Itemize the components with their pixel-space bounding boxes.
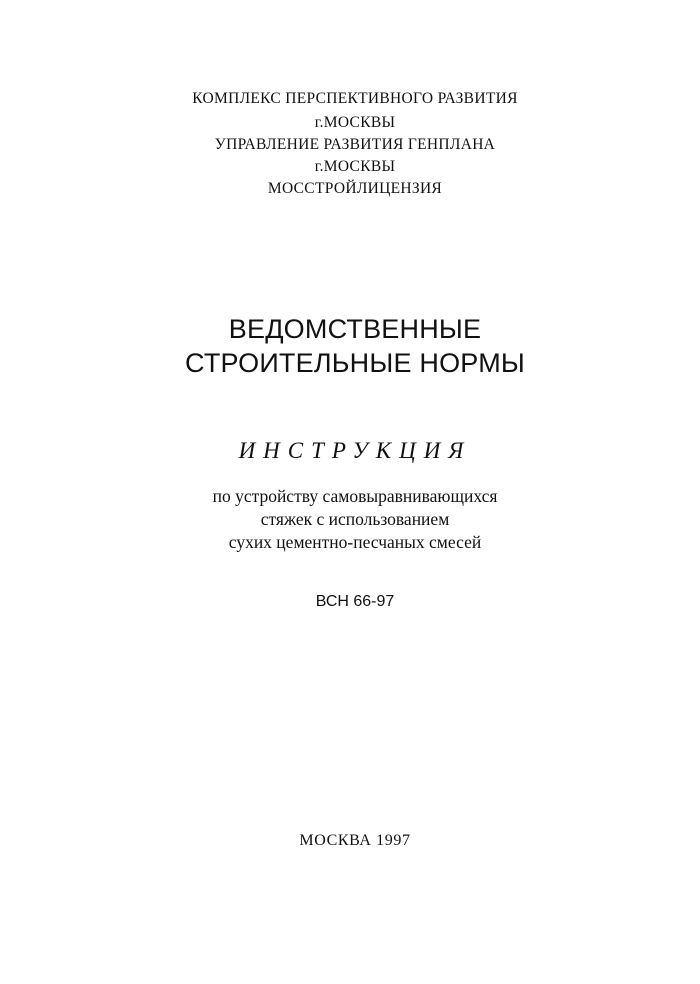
subject-line-2: стяжек с использованием <box>260 509 450 529</box>
title-line-1: ВЕДОМСТВЕННЫЕ <box>228 314 482 344</box>
organization-line-3: УПРАВЛЕНИЕ РАЗВИТИЯ ГЕНПЛАНА <box>214 136 496 153</box>
subject-line-3: сухих цементно-песчаных смесей <box>228 532 482 552</box>
subject-line-1: по устройству самовыравнивающихся <box>212 486 498 506</box>
organization-line-1: КОМПЛЕКС ПЕРСПЕКТИВНОГО РАЗВИТИЯ <box>192 90 518 107</box>
document-code: ВСН 66-97 <box>315 593 395 610</box>
document-type: ИНСТРУКЦИЯ <box>238 438 472 463</box>
title-line-2: СТРОИТЕЛЬНЫЕ НОРМЫ <box>185 348 525 378</box>
imprint-place-year: МОСКВА 1997 <box>299 832 411 849</box>
organization-line-2: г.МОСКВЫ <box>314 114 396 131</box>
organization-line-5: МОССТРОЙЛИЦЕНЗИЯ <box>267 180 443 197</box>
organization-line-4: г.МОСКВЫ <box>314 158 396 175</box>
